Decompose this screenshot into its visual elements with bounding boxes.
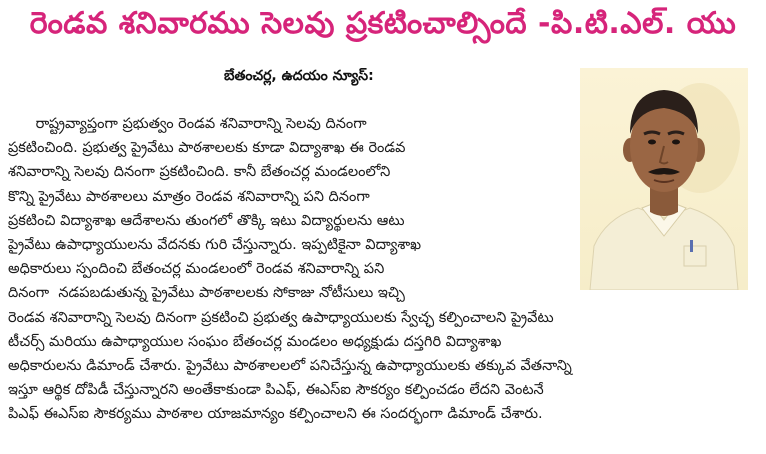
headline: రెండవ శనివారము సెలవు ప్రకటించాల్సిందే -పి.టి.ఎల్. యు xyxy=(29,6,737,41)
article-line: దినంగా నడపబడుతున్న ప్రైవేటు పాఠశాలలకు సోకాజు నోటీసులు ఇచ్చి xyxy=(8,285,405,302)
article-body xyxy=(8,112,758,426)
article-line: కొన్ని ప్రైవేటు పాఠశాలలు మాత్రం రెండవ శనివారాన్ని పని దినంగా xyxy=(8,188,370,205)
article-line: ఇస్తూ ఆర్థిక దోపిడీ చేస్తున్నారని అంతేకాకుండా పిఎఫ్, ఈఎస్ఐ సౌకర్యం కల్పించడం లేదని వెంటనే xyxy=(8,382,544,399)
article-line: అధికారులు స్పందించి బేతంచర్ల మండలంలో రెండవ శనివారాన్ని పని xyxy=(8,261,385,278)
article-line: రెండవ శనివారాన్ని సెలవు దినంగా ప్రకటించి ప్రభుత్వ ఉపాధ్యాయులకు స్వేచ్ఛ కల్పించాలని ప్రైవేటు xyxy=(8,309,554,326)
byline: బేతంచర్ల, ఉదయం న్యూస్: xyxy=(224,68,374,84)
article-line: ప్రకటించి విద్యాశాఖ ఆదేశాలను తుంగలో తొక్కి ఇటు విద్యార్థులను ఆటు xyxy=(8,212,405,229)
article-line: పిఎఫ్ ఈఎస్ఐ సౌకర్యము పాఠశాల యాజమాన్యం కల్పించాలని ఈ సందర్భంగా డిమాండ్ చేశారు. xyxy=(8,406,543,423)
article-line: అధికారులను డిమాండ్ చేశారు. ప్రైవేటు పాఠశాలలలో పనిచేస్తున్న ఉపాధ్యాయులకు తక్కువ వేతనాన్ని xyxy=(8,357,572,374)
article-line: శనివారాన్ని సెలవు దినంగా ప్రకటించింది. కానీ బేతంచర్ల మండలంలోని xyxy=(8,164,391,181)
article-line: ప్రకటించింది. ప్రభుత్వ ప్రైవేటు పాఠశాలలకు కూడా విద్యాశాఖ ఈ రెండవ xyxy=(8,140,406,157)
article-line: ప్రైవేటు ఉపాధ్యాయులను వేదనకు గురి చేస్తున్నారు. ఇప్పటికైనా విద్యాశాఖ xyxy=(8,236,422,253)
article-line: టీచర్స్ మరియు ఉపాధ్యాయుల సంఘం బేతంచర్ల మండలం అధ్యక్షుడు దస్తగిరి విద్యాశాఖ xyxy=(8,333,502,350)
article-line: రాష్ట్రవ్యాప్తంగా ప్రభుత్వం రెండవ శనివారాన్ని సెలవు దినంగా xyxy=(8,116,367,132)
